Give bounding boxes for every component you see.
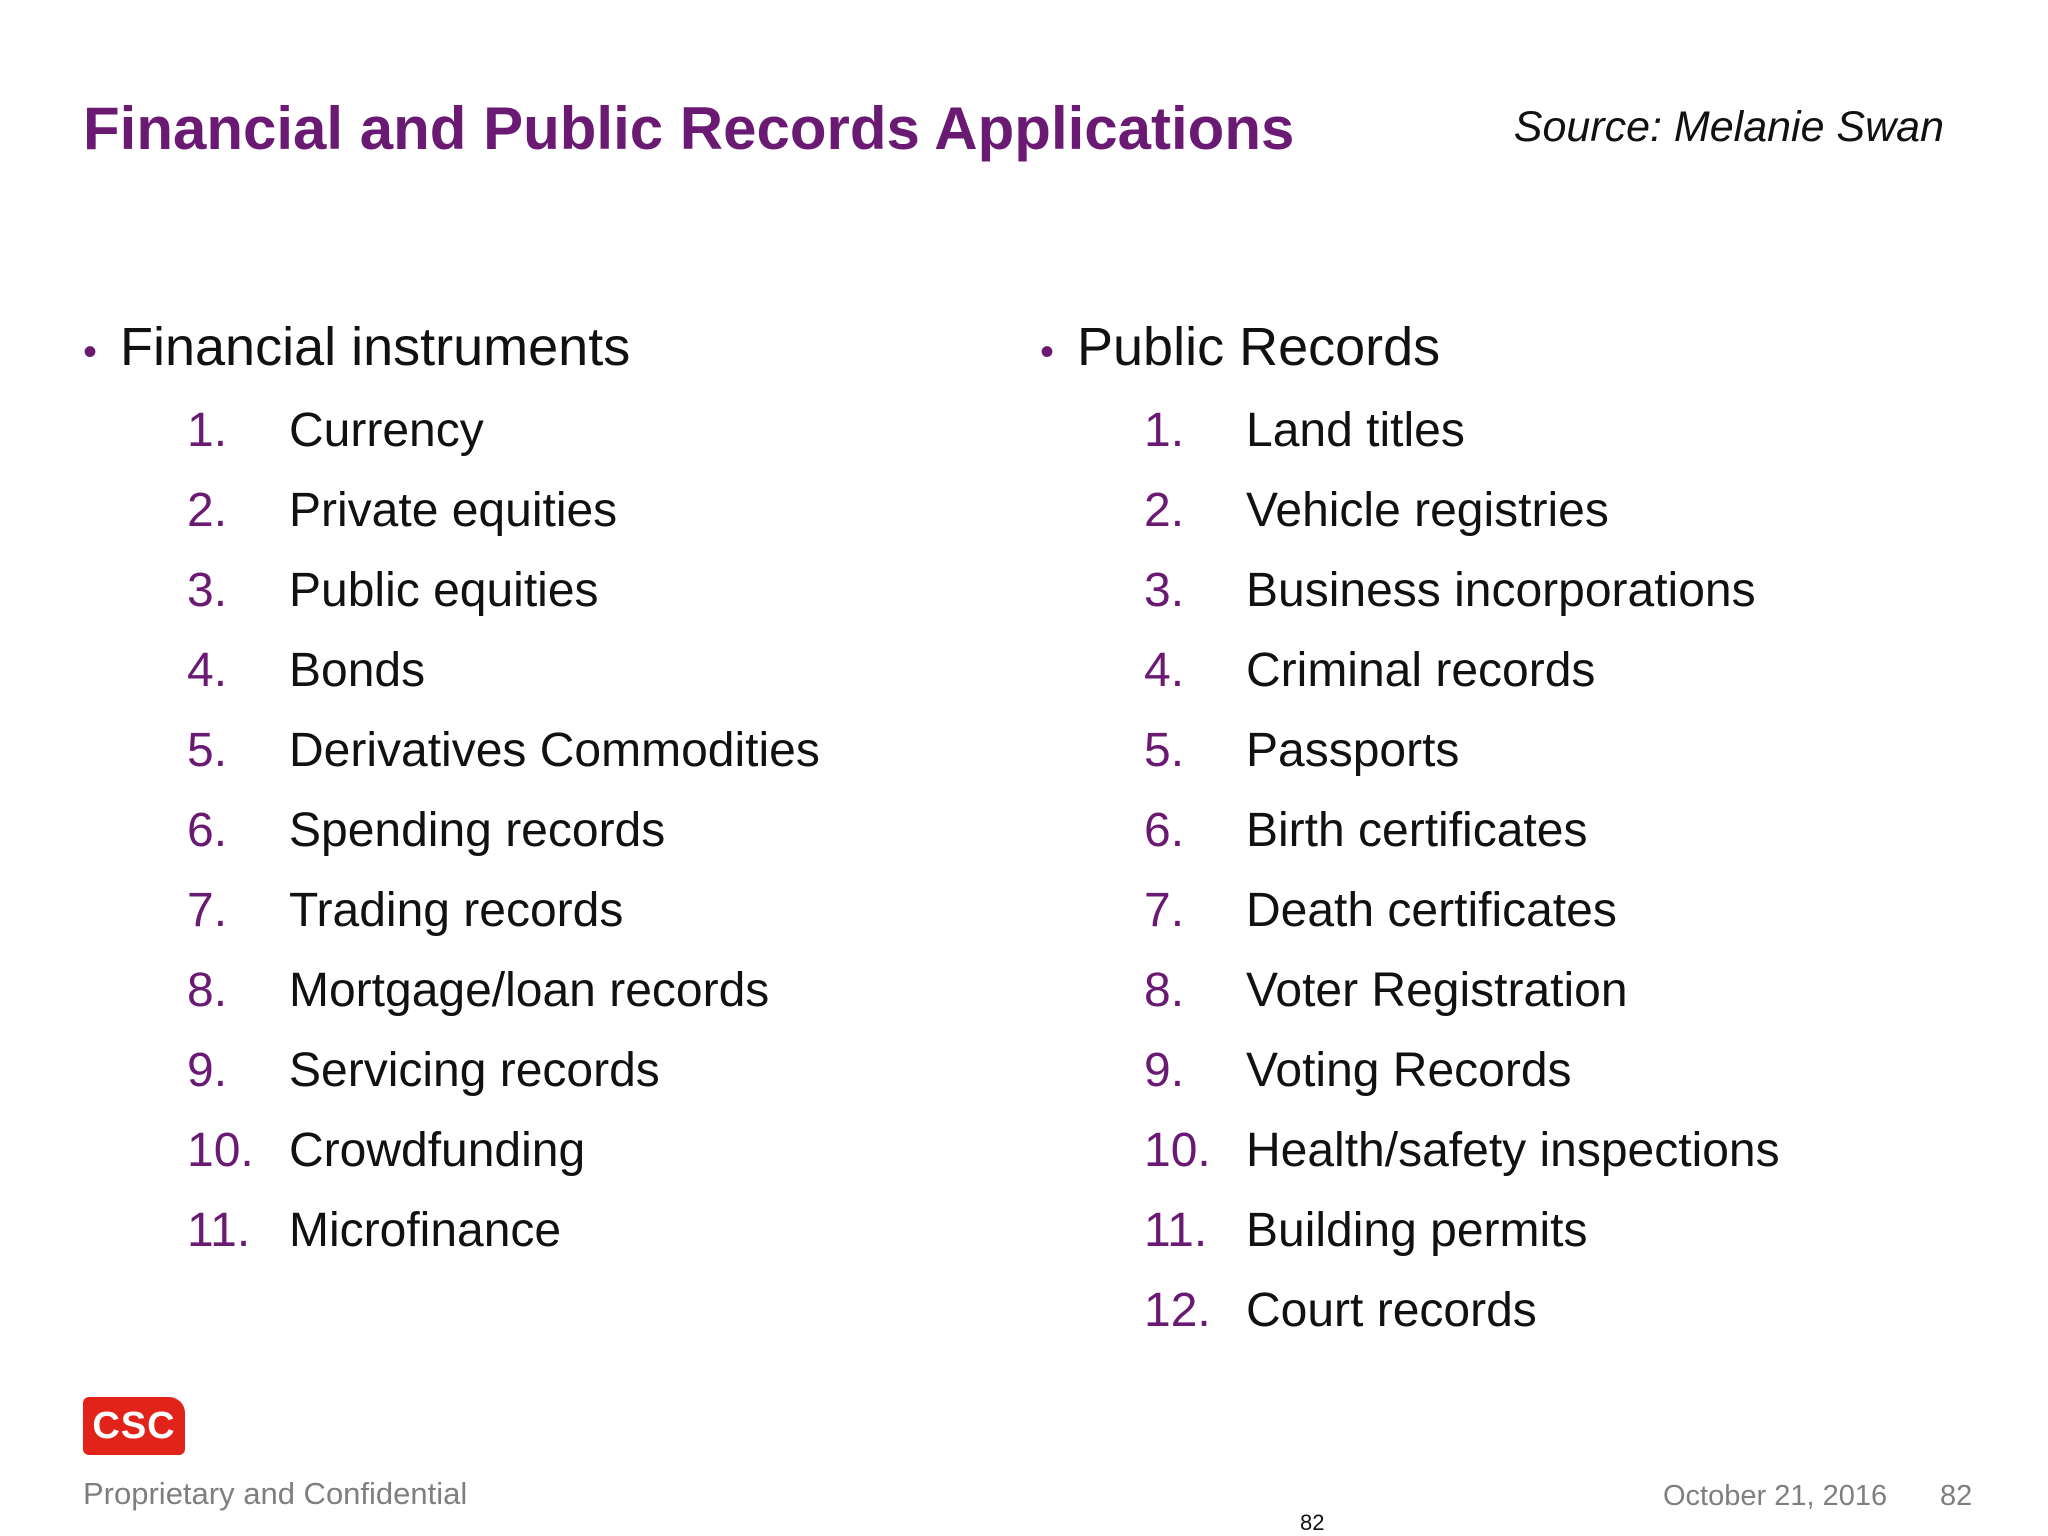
list-item-text: Health/safety inspections [1246, 1124, 1780, 1177]
list-item [1144, 1041, 1780, 1121]
list-item-number: 5. [187, 724, 228, 777]
list-item [1144, 721, 1780, 801]
list-item [187, 481, 820, 561]
list-item-number: 9. [1144, 1044, 1185, 1097]
list-item-text: Servicing records [289, 1044, 660, 1097]
list-item-text: Microfinance [289, 1204, 562, 1257]
list-item-number: 10. [187, 1124, 254, 1177]
list-item-text: Land titles [1246, 404, 1465, 457]
list-item-text: Criminal records [1246, 644, 1596, 697]
list-item-number: 2. [187, 484, 228, 537]
list-item-number: 12. [1144, 1284, 1211, 1337]
list-item-text: Court records [1246, 1284, 1537, 1337]
source-citation: Source: Melanie Swan [1513, 103, 1944, 151]
list-item-number: 8. [1144, 964, 1185, 1017]
list-item-number: 5. [1144, 724, 1185, 777]
financial-instruments-heading [83, 316, 820, 383]
list-item [1144, 1281, 1780, 1361]
list-item-text: Currency [289, 404, 484, 457]
footer-page-number: 82 [1940, 1480, 1973, 1512]
list-item-number: 10. [1144, 1124, 1211, 1177]
bullet-icon: • [1040, 330, 1055, 374]
list-item [1144, 801, 1780, 881]
csc-logo: CSC [83, 1397, 185, 1455]
list-item [1144, 641, 1780, 721]
financial-instruments-list [83, 401, 820, 1281]
list-item [187, 881, 820, 961]
list-item [1144, 881, 1780, 961]
list-item-text: Business incorporations [1246, 564, 1756, 617]
list-item-text: Derivatives Commodities [289, 724, 820, 777]
list-item-text: Voter Registration [1246, 964, 1628, 1017]
list-item [1144, 1121, 1780, 1201]
footer-date: October 21, 2016 [1663, 1480, 1888, 1512]
list-item-text: Voting Records [1246, 1044, 1572, 1097]
bottom-page-number: 82 [1300, 1510, 1325, 1535]
list-item [187, 1201, 820, 1281]
list-item-text: Private equities [289, 484, 618, 537]
list-item [187, 641, 820, 721]
confidential-notice: Proprietary and Confidential [83, 1476, 468, 1511]
list-item-number: 2. [1144, 484, 1185, 537]
list-item-text: Bonds [289, 644, 426, 697]
list-item-text: Passports [1246, 724, 1460, 777]
list-item-text: Spending records [289, 804, 666, 857]
heading-label: Financial instruments [120, 317, 631, 377]
list-item-text: Crowdfunding [289, 1124, 586, 1177]
list-item-text: Public equities [289, 564, 599, 617]
list-item-text: Death certificates [1246, 884, 1617, 937]
list-item [187, 1121, 820, 1201]
list-item-text: Vehicle registries [1246, 484, 1609, 537]
list-item [187, 401, 820, 481]
list-item-number: 9. [187, 1044, 228, 1097]
list-item [187, 1041, 820, 1121]
financial-instruments-column [83, 316, 820, 1281]
list-item-number: 1. [1144, 404, 1185, 457]
list-item-number: 3. [187, 564, 228, 617]
list-item [187, 561, 820, 641]
list-item [1144, 401, 1780, 481]
list-item-number: 11. [1144, 1204, 1208, 1257]
list-item-number: 8. [187, 964, 228, 1017]
list-item [1144, 481, 1780, 561]
list-item-text: Building permits [1246, 1204, 1588, 1257]
public-records-heading [1040, 316, 1780, 383]
list-item-number: 1. [187, 404, 228, 457]
list-item-number: 11. [187, 1204, 251, 1257]
list-item-number: 4. [187, 644, 228, 697]
list-item [1144, 561, 1780, 641]
list-item-text: Birth certificates [1246, 804, 1588, 857]
list-item [187, 801, 820, 881]
list-item-number: 7. [187, 884, 228, 937]
slide-title: Financial and Public Records Applications [83, 95, 1295, 162]
list-item-number: 6. [1144, 804, 1185, 857]
list-item-text: Mortgage/loan records [289, 964, 770, 1017]
list-item-number: 6. [187, 804, 228, 857]
heading-label: Public Records [1077, 317, 1441, 377]
list-item [187, 961, 820, 1041]
list-item-text: Trading records [289, 884, 624, 937]
list-item [1144, 961, 1780, 1041]
list-item-number: 3. [1144, 564, 1185, 617]
public-records-column [1040, 316, 1780, 1361]
list-item [187, 721, 820, 801]
list-item [1144, 1201, 1780, 1281]
list-item-number: 4. [1144, 644, 1185, 697]
list-item-number: 7. [1144, 884, 1185, 937]
bullet-icon: • [83, 330, 98, 374]
public-records-list [1040, 401, 1780, 1361]
